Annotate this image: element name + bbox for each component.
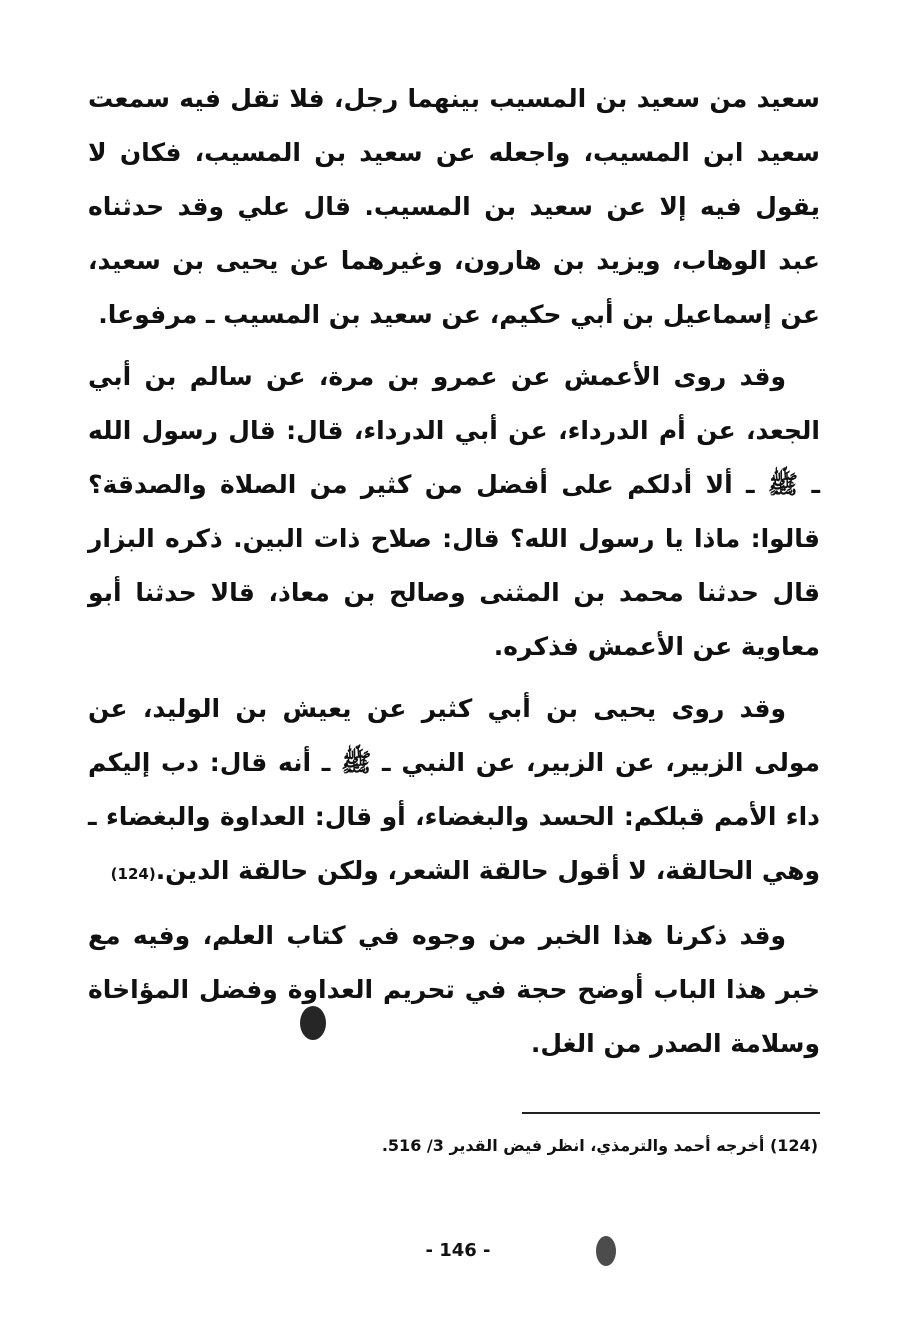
page-body [88,72,820,1071]
paragraph-4: وقد ذكرنا هذا الخبر من وجوه في كتاب العلم، وفيه مع خبر هذا الباب أوضح حجة في تحريم العداوة وفضل المؤاخاة وسلامة الصدر من الغل. [88,921,820,1058]
ink-smudge [596,1236,616,1266]
footnote: (124) أخرجه أحمد والترمذي، انظر فيض القدير 3/ 516. [381,1136,818,1155]
footnote-divider [522,1112,820,1114]
paragraph-2: وقد روى الأعمش عن عمرو بن مرة، عن سالم بن أبي الجعد، عن أم الدرداء، عن أبي الدرداء، قال: قال رسول الله ـ ﷺ ـ ألا أدلكم على أفضل من كثير من الصلاة والصدقة؟ قالوا: ماذا يا رسول الله؟ قال: صلاح ذات البين. ذكره البزار قال حدثنا محمد بن المثنى وصالح بن معاذ، قالا حدثنا أبو معاوية عن الأعمش فذكره. [88,362,820,661]
paragraph-3 [88,682,820,901]
paragraph-1: سعيد من سعيد بن المسيب بينهما رجل، فلا تقل فيه سمعت سعيد ابن المسيب، واجعله عن سعيد بن المسيب، فكان لا يقول فيه إلا عن سعيد بن المسيب. قال علي وقد حدثناه عبد الوهاب، ويزيد بن هارون، وغيرهما عن يحيى بن سعيد، عن إسماعيل بن أبي حكيم، عن سعيد بن المسيب ـ مرفوعا. [88,84,820,329]
paragraph-3-text: وقد روى يحيى بن أبي كثير عن يعيش بن الوليد، عن مولى الزبير، عن الزبير، عن النبي ـ ﷺ ـ أنه قال: دب إليكم داء الأمم قبلكم: الحسد والبغضاء، أو قال: العداوة والبغضاء ـ وهي الحالقة، لا أقول حالقة الشعر، ولكن حالقة الدين. [88,694,820,885]
footnote-reference: (124) [110,865,156,883]
ink-smudge [300,1006,326,1040]
page-number: - 146 - [425,1240,491,1261]
